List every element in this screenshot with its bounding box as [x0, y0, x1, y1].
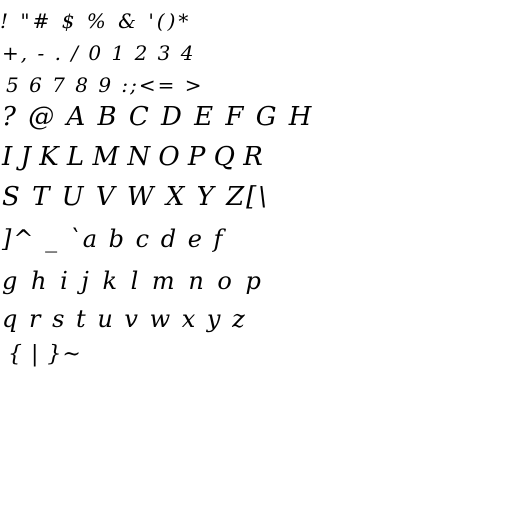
specimen-line-4: ? @ A B C D E F G H — [2, 102, 314, 132]
specimen-line-10: { | }~ — [8, 342, 82, 367]
specimen-line-3: 5 6 7 8 9 :;<= > — [6, 73, 204, 97]
specimen-line-6: S T U V W X Y Z[\ — [2, 182, 270, 212]
specimen-line-9: q r s t u v w x y z — [2, 305, 247, 333]
specimen-line-8: g h i j k l m n o p — [2, 267, 264, 295]
specimen-line-5: I J K L M N O P Q R — [2, 142, 263, 172]
specimen-line-7: ]^ _ `a b c d e f — [2, 225, 225, 253]
specimen-line-1: ! "# $ % & '()* — [0, 9, 192, 33]
specimen-line-2: +, - . / 0 1 2 3 4 — [2, 41, 196, 65]
